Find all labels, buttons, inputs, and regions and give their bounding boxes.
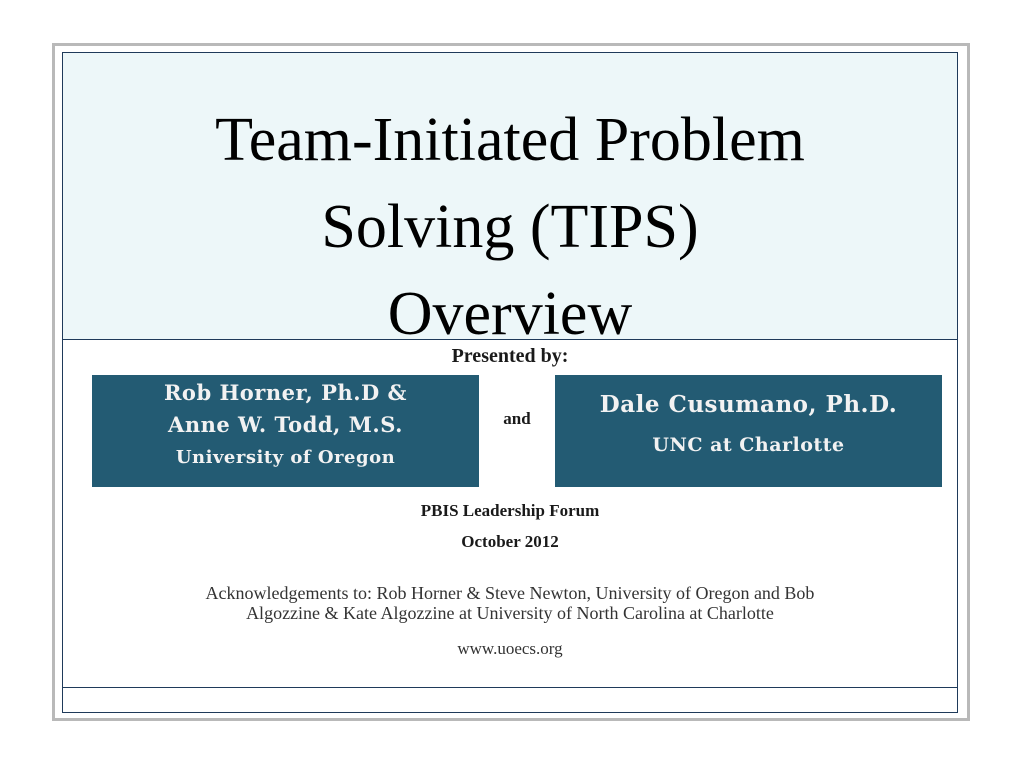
website-link[interactable]: www.uoecs.org: [457, 639, 563, 658]
and-connector: and: [503, 409, 531, 428]
slide-title: [63, 97, 957, 358]
event-date: October 2012: [461, 532, 559, 551]
presenter-line-1: Rob Horner, Ph.D &: [163, 380, 407, 405]
acknowledgements-line-1: Acknowledgements to: Rob Horner & Steve Newton, University of Oregon and Bob: [205, 583, 815, 603]
presenter-affiliation: UNC at Charlotte: [652, 434, 845, 456]
event-name: PBIS Leadership Forum: [420, 501, 600, 520]
presenter-line-2: Anne W. Todd, M.S.: [168, 412, 403, 437]
footer-divider: [63, 687, 957, 688]
title-band: [63, 53, 957, 348]
presenter-name: Dale Cusumano, Ph.D.: [599, 391, 898, 418]
presenter-box-oregon: [92, 375, 479, 487]
title-line-2: Solving (TIPS): [321, 193, 699, 261]
slide: [62, 52, 958, 713]
acknowledgements: [123, 583, 897, 623]
presented-by-label: Presented by:: [451, 345, 569, 367]
title-line-3: Overview: [387, 280, 633, 348]
presenter-affiliation: University of Oregon: [175, 447, 396, 468]
acknowledgements-line-2: Algozzine & Kate Algozzine at University of North Carolina at Charlotte: [246, 603, 774, 623]
title-line-1: Team-Initiated Problem: [215, 106, 805, 174]
presenter-box-unc: [555, 375, 942, 487]
